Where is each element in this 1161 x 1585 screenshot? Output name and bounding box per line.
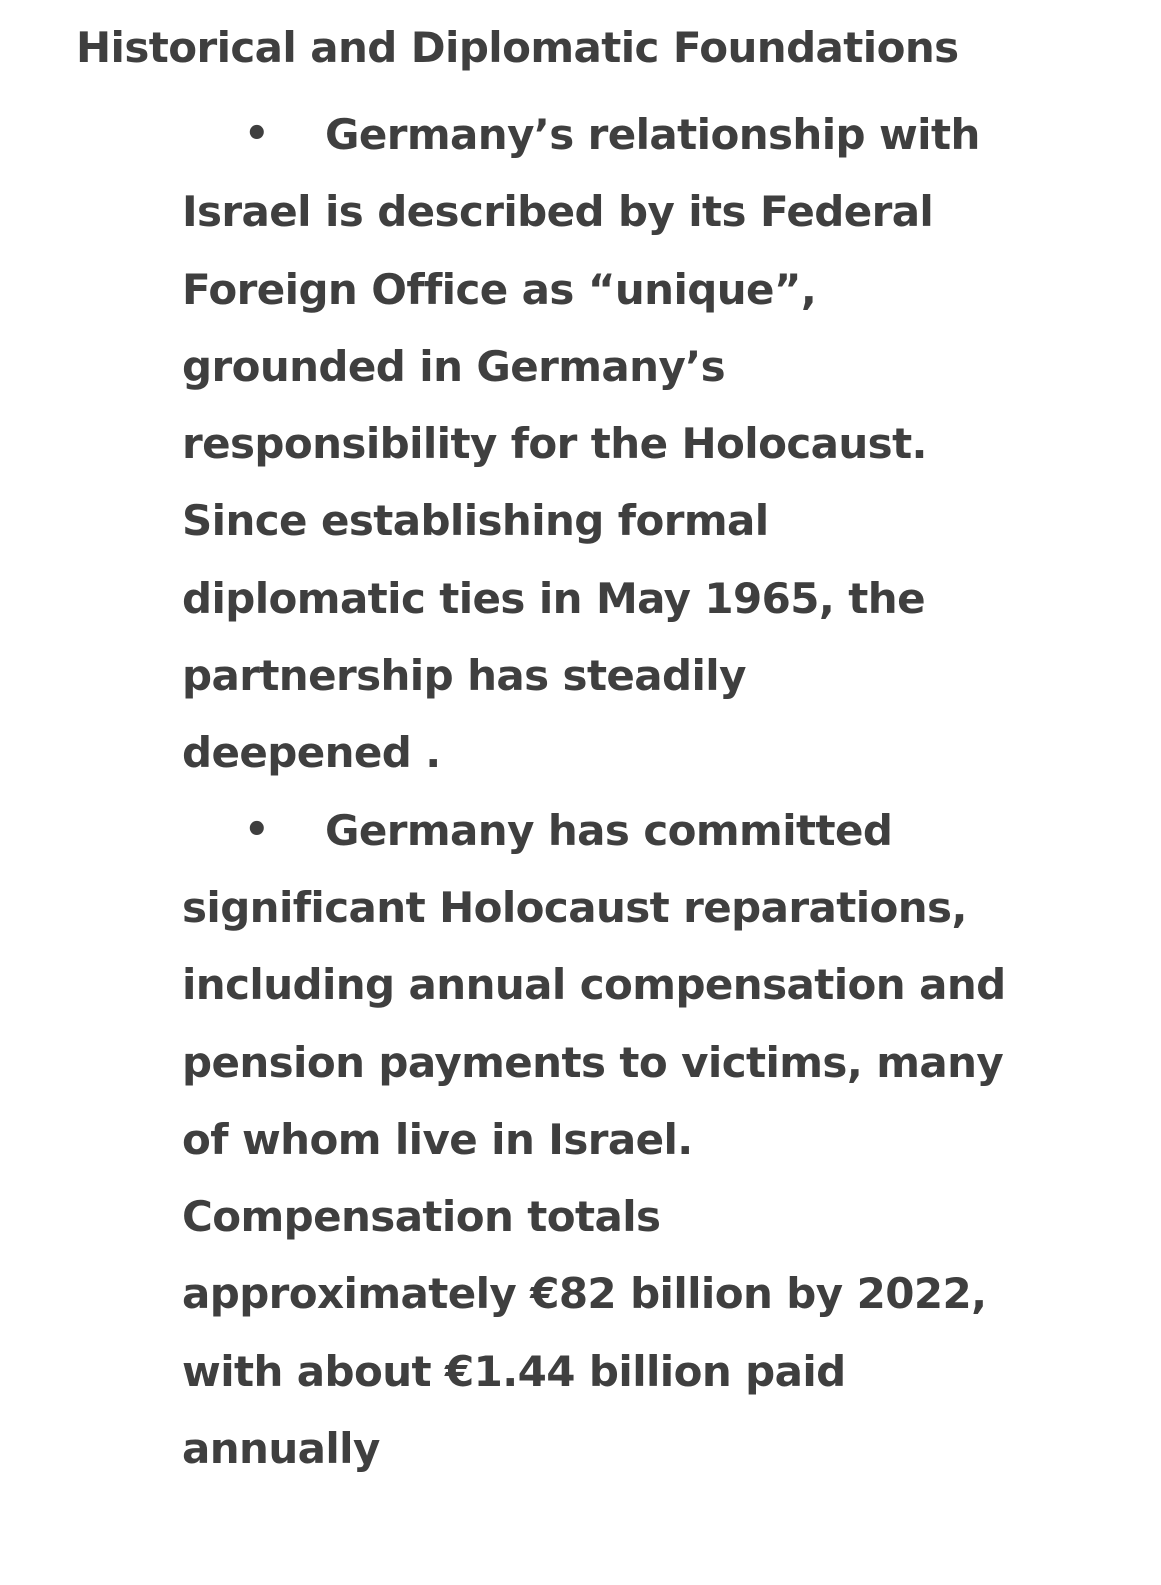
bullet-icon: •: [244, 111, 269, 157]
item-text-line: diplomatic ties in May 1965, the: [182, 573, 925, 623]
item-text-line: including annual compensation and: [182, 960, 1006, 1010]
item-text-line: grounded in Germany’s: [182, 341, 725, 391]
item-text-line: approximately €82 billion by 2022,: [182, 1269, 987, 1319]
section-heading: Historical and Diplomatic Foundations: [76, 23, 959, 72]
item-text-line: with about €1.44 billion paid: [182, 1346, 846, 1396]
list-item: [182, 792, 1102, 1488]
item-text-line: deepened .: [182, 728, 441, 778]
item-text-line: annually: [182, 1424, 380, 1474]
item-text-line: pension payments to victims, many: [182, 1037, 1004, 1087]
bullet-list: [182, 96, 1102, 1487]
item-text-line: significant Holocaust reparations,: [182, 882, 967, 932]
item-text-line: Foreign Office as “unique”,: [182, 264, 817, 314]
item-text-line: Israel is described by its Federal: [182, 187, 934, 237]
item-text-line: of whom live in Israel.: [182, 1114, 693, 1164]
item-text-line: Germany’s relationship with: [325, 110, 980, 159]
item-text-line: responsibility for the Holocaust.: [182, 419, 927, 469]
item-text-line: Compensation totals: [182, 1192, 661, 1242]
bullet-icon: •: [244, 806, 269, 853]
item-text-line: Since establishing formal: [182, 496, 769, 546]
list-item: [182, 96, 1102, 792]
item-text-line: Germany has committed: [325, 805, 893, 855]
item-text-line: partnership has steadily: [182, 651, 746, 701]
